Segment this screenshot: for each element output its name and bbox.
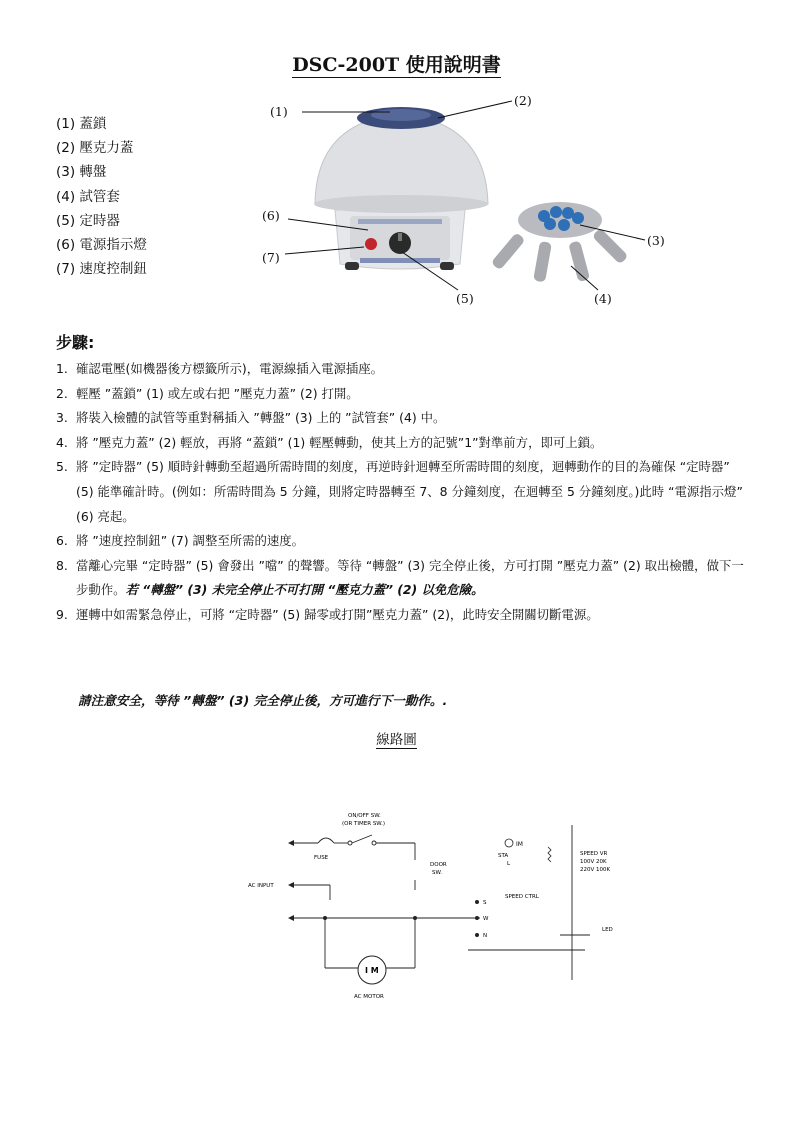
step-text: 將 ”定時器” (5) 順時針轉動至超過所需時間的刻度，再逆時針迴轉至所需時間的刻度，迴轉動作的目的為確保 “定時器” (5) 能準確計時。(例如：所需時間為 5 分鐘，則將定時器轉至 7、8 分鐘刻度，在迴轉至 5 分鐘刻度。)此時 “電源指示燈” (6) 亮起。 [76,459,743,524]
sta-label: STA [498,853,509,859]
step-item [56,406,746,431]
step-text: 將 ”速度控制鈕” (7) 調整至所需的速度。 [76,533,305,549]
step-warning: 若 “轉盤” (3) 未完全停止不可打開 “壓克力蓋” (2) 以免危險。 [125,582,484,598]
wiring-diagram [230,805,650,1000]
step-item [56,455,746,529]
photo-label-5: (5) [456,291,474,306]
fuse-label: FUSE [314,855,329,861]
photo-label-6: (6) [262,208,280,223]
part-item: (2) 壓克力蓋 [56,140,134,157]
safety-note: 請注意安全，等待 ”轉盤” (3) 完全停止後，方可進行下一動作。. [78,693,448,708]
page-title: DSC-200T 使用說明書 [292,54,501,76]
tube-cap [558,219,570,231]
photo-label-2: (2) [514,93,532,108]
steps-heading: 步驟: [56,333,95,352]
door-sw-label: SW. [432,870,443,876]
speed-ctrl-label: SPEED CTRL [505,894,539,900]
step-number: 8. [56,557,68,573]
vr2-label: 220V 100K [580,867,611,873]
l-label: L [507,861,511,867]
photo-label-3: (3) [647,233,665,248]
photo-label-1: (1) [270,104,288,119]
pin-n-label: N [483,933,488,939]
step-number: 9. [56,606,68,622]
vr1-label: 100V 20K [580,859,607,865]
pin-s-label: S [483,900,487,906]
part-item: (6) 電源指示燈 [56,237,147,254]
part-item: (3) 轉盤 [56,164,107,181]
photo-label-4: (4) [594,291,612,306]
step-number: 6. [56,533,68,549]
circuit-title: 線路圖 [376,732,417,748]
step-text: 當離心完畢 “定時器” (5) 會發出 ”噹” 的聲響。等待 “轉盤” (3) 完全停止後，方可打開 ”壓克力蓋” (2) 取出檢體，做下一步動作。 [76,557,744,598]
step-text: 將裝入檢體的試管等重對稱插入 ”轉盤” (3) 上的 ”試管套” (4) 中。 [76,410,446,426]
switch-label: ON/OFF SW. [348,813,381,819]
rotor [491,202,629,282]
step-item [56,554,746,603]
part-item: (7) 速度控制鈕 [56,261,147,278]
dome-rim [314,195,488,213]
step-text: 輕壓 ”蓋鎖” (1) 或左或右把 ”壓克力蓋” (2) 打開。 [76,385,359,401]
foot [440,262,454,270]
centrifuge-photo [250,92,670,312]
ac-motor-label: AC MOTOR [354,994,384,1000]
panel-strip [358,219,442,224]
tube-cap [550,206,562,218]
step-number: 1. [56,361,68,376]
pin-w-label: W [483,916,489,922]
base-stripe [360,258,440,263]
foot [345,262,359,270]
led-label: LED [602,927,613,933]
step-item [56,382,746,407]
step-item [56,529,746,554]
steps-list [56,357,746,628]
step-text: 確認電壓(如機器後方標籤所示)，電源線插入電源插座。 [76,361,384,376]
part-item: (5) 定時器 [56,212,120,229]
step-number: 2. [56,385,68,401]
ac-input-label: AC INPUT [248,883,274,889]
tube-cap [544,218,556,230]
step-text: 運轉中如需緊急停止，可將 “定時器” (5) 歸零或打開”壓克力蓋” (2)，此時安全開關切斷電源。 [76,606,599,622]
motor-label: I M [365,966,379,975]
door-label: DOOR [430,862,447,868]
step-item [56,603,746,628]
power-indicator-light [365,238,377,250]
speed-vr-label: SPEED VR [580,851,608,857]
step-number: 4. [56,434,68,450]
im-symbol [505,839,513,847]
tube-cap [572,212,584,224]
photo-label-7: (7) [262,250,280,265]
parts-list [56,112,147,281]
part-item: (4) 試管套 [56,188,120,205]
step-item [56,431,746,456]
part-item: (1) 蓋鎖 [56,116,107,132]
resistor-symbol [548,847,551,862]
step-item [56,357,746,382]
step-number: 5. [56,459,68,475]
timer-pointer [398,233,402,241]
lid-lock [371,109,431,121]
switch-alt-label: (OR TIMER SW.) [342,821,386,827]
step-number: 3. [56,410,68,426]
step-text: 將 ”壓克力蓋” (2) 輕放，再將 “蓋鎖” (1) 輕壓轉動，使其上方的記號”1”對準前方，即可上鎖。 [76,434,603,450]
im-top-label: IM [516,841,523,848]
